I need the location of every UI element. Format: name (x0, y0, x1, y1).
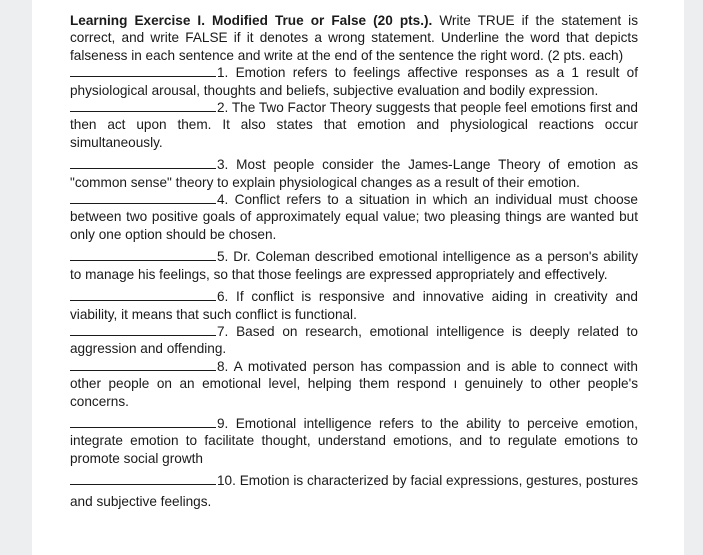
exercise-item-1 (70, 64, 638, 99)
answer-blank-1[interactable] (70, 64, 216, 77)
exercise-heading: Learning Exercise I. Modified True or False (20 pts.). (70, 13, 433, 28)
exercise-item-3 (70, 156, 638, 191)
answer-blank-8[interactable] (70, 358, 216, 371)
item-text-10: 10. Emotion is characterized by facial expressions, gestures, postures and subjective feelings. (70, 473, 638, 510)
document-page (32, 0, 684, 555)
answer-blank-10[interactable] (70, 472, 216, 485)
answer-blank-9[interactable] (70, 415, 216, 428)
exercise-item-4 (70, 191, 638, 243)
item-text-4: 4. Conflict refers to a situation in which an individual must choose between two positive goals of approximately equal value; two pleasing things are wanted but only one option should be chosen. (70, 192, 638, 242)
exercise-item-2 (70, 99, 638, 151)
exercise-instructions: Write TRUE if the statement is correct, and write FALSE if it denotes a wrong statement. Underline the word that depicts falseness in each sentence and write at the end of the sentence the right word. (2 pts. each) (70, 13, 638, 63)
answer-blank-4[interactable] (70, 191, 216, 204)
answer-blank-2[interactable] (70, 99, 216, 112)
exercise-item-7 (70, 323, 638, 358)
answer-blank-5[interactable] (70, 248, 216, 261)
answer-blank-3[interactable] (70, 156, 216, 169)
item-text-8: 8. A motivated person has compassion and is able to connect with other people on an emotional level, helping them respond ı genuinely to other people's concerns. (70, 358, 638, 409)
exercise-item-8 (70, 358, 638, 410)
item-text-3: 3. Most people consider the James-Lange Theory of emotion as "common sense" theory to explain physiological changes as a result of their emotion. (70, 157, 638, 190)
exercise-item-5 (70, 248, 638, 283)
exercise-item-9 (70, 415, 638, 467)
exercise-item-10 (70, 470, 638, 512)
item-text-5: 5. Dr. Coleman described emotional intelligence as a person's ability to manage his feelings, so that those feelings are expressed appropriately and effectively. (70, 249, 638, 282)
exercise-content (70, 12, 638, 512)
item-text-1: 1. Emotion refers to feelings affective responses as a 1 result of physiological arousal, thoughts and beliefs, subjective evaluation and bodily expression. (70, 65, 638, 98)
exercise-intro (70, 12, 638, 64)
item-text-6: 6. If conflict is responsive and innovative aiding in creativity and viability, it means that such conflict is functional. (70, 289, 638, 322)
item-text-9: 9. Emotional intelligence refers to the ability to perceive emotion, integrate emotion to facilitate thought, understand emotions, and to regulate emotions to promote social growth (70, 415, 638, 466)
answer-blank-7[interactable] (70, 323, 216, 336)
item-text-2: 2. The Two Factor Theory suggests that people feel emotions first and then act upon them. It also states that emotion and physiological reactions occur simultaneously. (70, 100, 638, 150)
answer-blank-6[interactable] (70, 288, 216, 301)
item-text-7: 7. Based on research, emotional intelligence is deeply related to aggression and offending. (70, 323, 638, 357)
exercise-item-6 (70, 288, 638, 323)
